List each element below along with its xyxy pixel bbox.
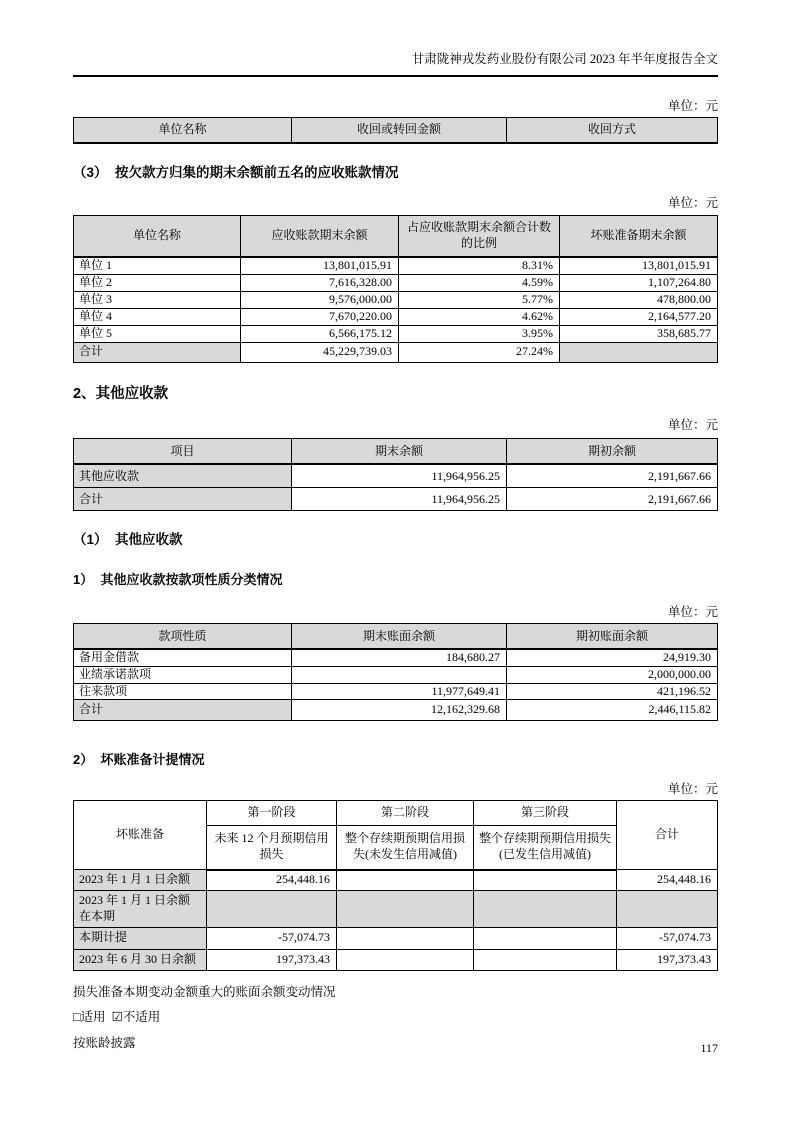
column-header: 收回或转回金额 (292, 117, 507, 143)
table-total-row (74, 488, 718, 511)
table-cell: 27.24% (399, 342, 560, 362)
table-cell (617, 890, 718, 927)
unit-label: 单位：元 (667, 418, 718, 433)
table-cell: 13,801,015.91 (560, 257, 718, 275)
table-cell: 1,107,264.80 (560, 274, 718, 291)
table-row (74, 667, 718, 684)
table-cell: 6,566,175.12 (241, 325, 399, 342)
column-header: 未来 12 个月预期信用损失 (207, 825, 337, 870)
table-cell: 2,191,667.66 (507, 488, 718, 511)
table-cell: 421,196.52 (507, 683, 718, 700)
table-cell: 单位 4 (74, 308, 241, 325)
table-cell: 45,229,739.03 (241, 342, 399, 362)
nature-classification-table (73, 623, 718, 721)
table-cell: 184,680.27 (292, 649, 507, 666)
table-cell (337, 870, 474, 891)
page-number: 117 (700, 1041, 718, 1055)
table-cell (337, 927, 474, 949)
table-cell: 5.77% (399, 291, 560, 308)
table-cell: -57,074.73 (617, 927, 718, 949)
column-header: 整个存续期预期信用损失(已发生信用减值) (474, 825, 617, 870)
table-cell: 单位 5 (74, 325, 241, 342)
table-row (74, 325, 718, 342)
table-header-row (74, 215, 718, 257)
table-header-row (74, 624, 718, 650)
table-cell: 7,616,328.00 (241, 274, 399, 291)
table-cell: 478,800.00 (560, 291, 718, 308)
recovery-table (73, 117, 718, 144)
table-cell: 2023 年 1 月 1 日余额在本期 (74, 890, 207, 927)
column-header: 合计 (617, 800, 718, 870)
table-cell: 9,576,000.00 (241, 291, 399, 308)
column-header: 第一阶段 (207, 800, 337, 825)
column-header: 应收账款期末余额 (241, 215, 399, 257)
table-cell: -57,074.73 (207, 927, 337, 949)
table-cell: 单位 1 (74, 257, 241, 275)
column-header: 整个存续期预期信用损失(未发生信用减值) (337, 825, 474, 870)
column-header: 项目 (74, 439, 292, 465)
unit-label: 单位：元 (667, 781, 718, 796)
table-cell: 12,162,329.68 (292, 700, 507, 721)
table-header-row (74, 439, 718, 465)
table-cell (207, 890, 337, 927)
table-row (74, 291, 718, 308)
table-cell: 11,977,649.41 (292, 683, 507, 700)
unit-label: 单位：元 (667, 195, 718, 210)
table-cell: 3.95% (399, 325, 560, 342)
table-cell (337, 890, 474, 927)
column-header: 款项性质 (74, 624, 292, 650)
column-header: 占应收账款期末余额合计数的比例 (399, 215, 560, 257)
page-content (73, 0, 718, 1051)
table-header-row (74, 800, 718, 825)
table-cell: 2023 年 6 月 30 日余额 (74, 949, 207, 970)
table-cell (337, 949, 474, 970)
column-header: 期末账面余额 (292, 624, 507, 650)
section-heading-other-receivables: 2、其他应收款 (73, 385, 169, 402)
table-cell: 2,191,667.66 (507, 464, 718, 488)
table-row (74, 464, 718, 488)
table-cell: 11,964,956.25 (292, 464, 507, 488)
table-row (74, 890, 718, 927)
table-row (74, 683, 718, 700)
table-cell: 2,446,115.82 (507, 700, 718, 721)
header-rule (73, 75, 718, 77)
table-cell: 其他应收款 (74, 464, 292, 488)
table-cell: 8.31% (399, 257, 560, 275)
table-row (74, 274, 718, 291)
table-cell: 11,964,956.25 (292, 488, 507, 511)
table-cell: 254,448.16 (617, 870, 718, 891)
table-cell: 4.59% (399, 274, 560, 291)
bad-debt-provision-table (73, 800, 718, 971)
table-cell: 合计 (74, 488, 292, 511)
table-row (74, 870, 718, 891)
note-aging-disclosure: 按账龄披露 (73, 1036, 136, 1050)
document-header-title: 甘肃陇神戎发药业股份有限公司 2023 年半年度报告全文 (411, 52, 718, 66)
table-cell: 4.62% (399, 308, 560, 325)
column-header: 期初余额 (507, 439, 718, 465)
column-header: 单位名称 (74, 117, 292, 143)
checkbox-not-applicable: ☑不适用 (111, 1009, 161, 1024)
table-cell: 备用金借款 (74, 649, 292, 666)
table-cell: 合计 (74, 342, 241, 362)
table-row (74, 257, 718, 275)
table-cell: 2023 年 1 月 1 日余额 (74, 870, 207, 891)
unit-label: 单位：元 (667, 98, 718, 113)
subsection-heading-bad-debt: 2） 坏账准备计提情况 (73, 752, 205, 768)
table-cell: 本期计提 (74, 927, 207, 949)
table-cell: 197,373.43 (207, 949, 337, 970)
column-header: 坏账准备期末余额 (560, 215, 718, 257)
table-cell: 单位 3 (74, 291, 241, 308)
table-row (74, 927, 718, 949)
other-receivables-table (73, 438, 718, 511)
table-total-row (74, 700, 718, 721)
table-row (74, 949, 718, 970)
table-cell: 2,000,000.00 (507, 667, 718, 684)
column-header: 第二阶段 (337, 800, 474, 825)
top5-receivables-table (73, 215, 718, 363)
table-cell: 197,373.43 (617, 949, 718, 970)
table-cell: 254,448.16 (207, 870, 337, 891)
table-total-row (74, 342, 718, 362)
table-cell: 合计 (74, 700, 292, 721)
column-header: 期初账面余额 (507, 624, 718, 650)
table-cell: 2,164,577.20 (560, 308, 718, 325)
table-cell: 24,919.30 (507, 649, 718, 666)
applicability-line (73, 1009, 718, 1025)
table-cell (474, 870, 617, 891)
column-header: 第三阶段 (474, 800, 617, 825)
subsection-heading-nature: 1） 其他应收款按款项性质分类情况 (73, 572, 283, 588)
column-header: 坏账准备 (74, 800, 207, 870)
table-row (74, 308, 718, 325)
subsection-heading-1: （1） 其他应收款 (73, 532, 183, 548)
table-cell: 13,801,015.91 (241, 257, 399, 275)
unit-label: 单位：元 (667, 605, 718, 620)
column-header: 收回方式 (507, 117, 718, 143)
table-row (74, 649, 718, 666)
note-loss-provision: 损失准备本期变动金额重大的账面余额变动情况 (73, 984, 336, 999)
table-cell (474, 927, 617, 949)
column-header: 期末余额 (292, 439, 507, 465)
table-cell (474, 890, 617, 927)
table-cell (560, 342, 718, 362)
table-cell: 往来款项 (74, 683, 292, 700)
table-cell: 358,685.77 (560, 325, 718, 342)
checkbox-applicable: □适用 (73, 1009, 106, 1024)
table-cell: 单位 2 (74, 274, 241, 291)
table-cell: 业绩承诺款项 (74, 667, 292, 684)
section-heading-top5: （3） 按欠款方归集的期末余额前五名的应收账款情况 (73, 164, 399, 180)
table-header-row (74, 117, 718, 143)
table-cell (474, 949, 617, 970)
table-cell: 7,670,220.00 (241, 308, 399, 325)
column-header: 单位名称 (74, 215, 241, 257)
table-cell (292, 667, 507, 684)
